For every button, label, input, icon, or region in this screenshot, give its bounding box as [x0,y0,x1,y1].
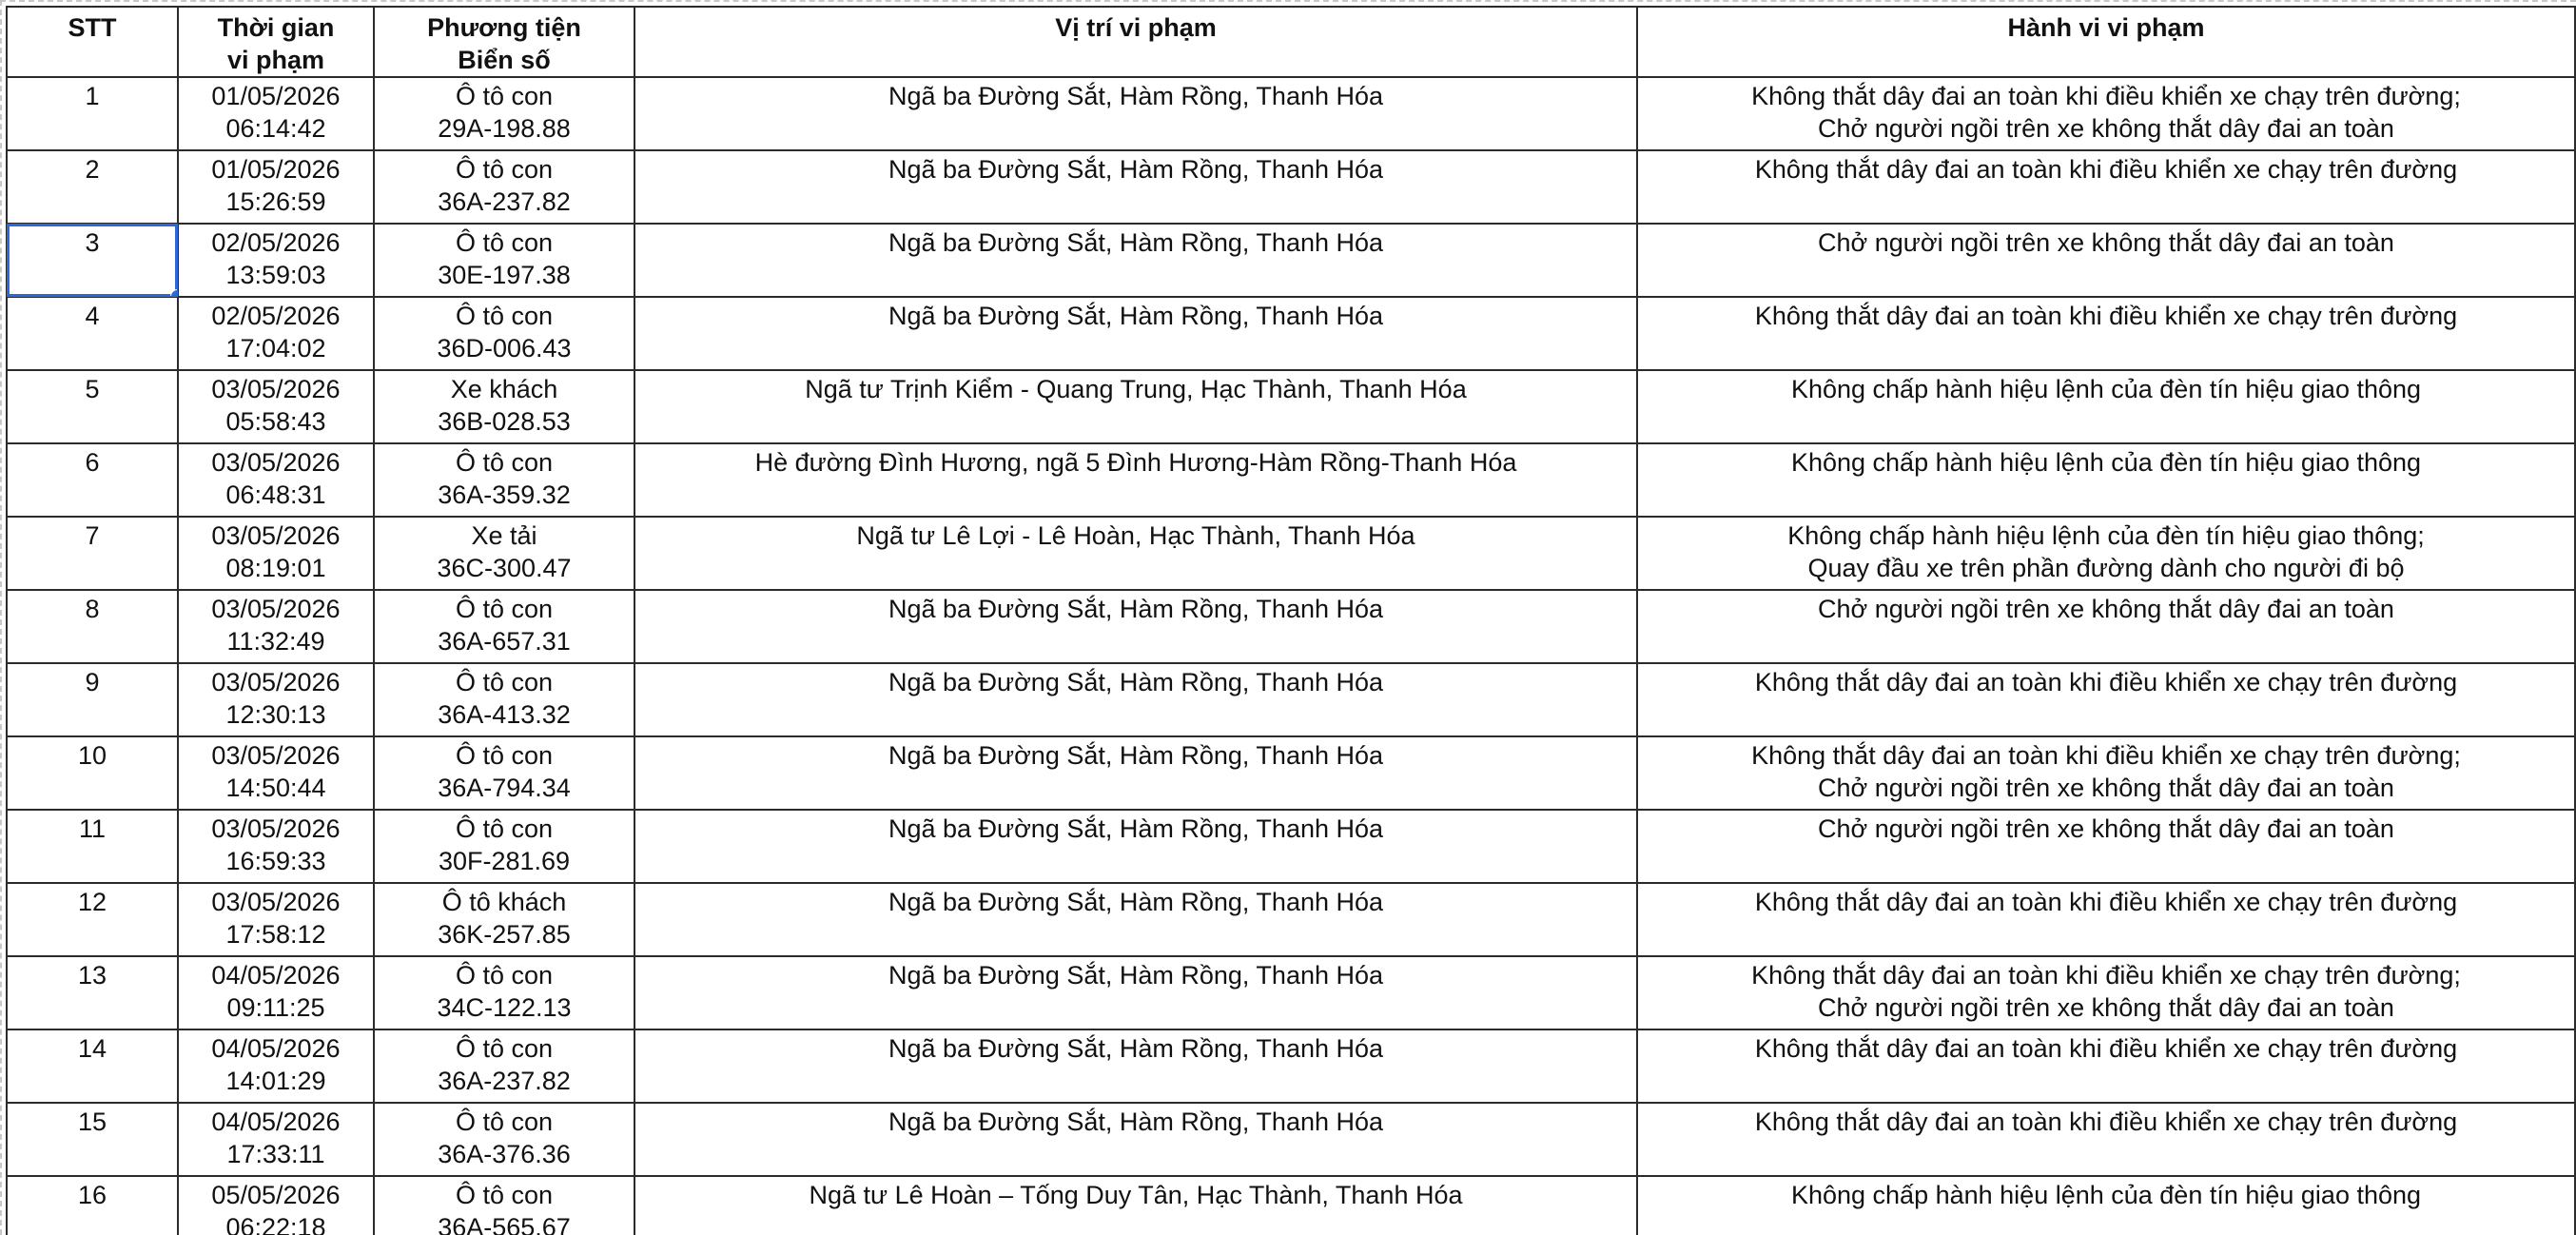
cell-violation[interactable] [1637,883,2575,956]
cell-violation[interactable] [1637,224,2575,297]
cell-stt-text: 2 [85,155,100,184]
cell-time[interactable] [178,517,374,590]
cell-vehicle-text-1: Ô tô con [455,1108,554,1136]
cell-stt-text: 8 [85,595,100,623]
cell-time-text-2: 14:01:29 [225,1067,326,1095]
cell-time-text-1: 03/05/2026 [211,448,341,477]
cell-vehicle-text-1: Ô tô con [455,1034,554,1063]
header-row [7,7,2575,77]
table-row [7,590,2575,663]
cell-vehicle[interactable] [374,1029,634,1103]
cell-time[interactable] [178,1103,374,1176]
cell-violation-text: Không chấp hành hiệu lệnh của đèn tín hiệu giao thông [1790,375,2422,403]
cell-violation-text-1: Không thắt dây đai an toàn khi điều khiển xe chạy trên đường; [1751,741,2461,770]
cell-violation-text: Không chấp hành hiệu lệnh của đèn tín hiệu giao thông [1790,1181,2422,1209]
cell-vehicle[interactable] [374,736,634,810]
cell-location[interactable] [634,443,1637,517]
cell-violation-text: Không thắt dây đai an toàn khi điều khiển xe chạy trên đường [1754,668,2458,696]
table-row [7,443,2575,517]
cell-time-text-1: 04/05/2026 [211,1034,341,1063]
cell-stt[interactable] [7,150,178,224]
cell-violation[interactable] [1637,1176,2575,1235]
cell-vehicle-text-1: Ô tô con [455,1181,554,1209]
cell-location[interactable] [634,77,1637,150]
cell-violation-text-2: Chở người ngồi trên xe không thắt dây đai an toàn [1818,993,2394,1022]
cell-vehicle-text-1: Ô tô con [455,668,554,696]
cell-vehicle-text-2: 36A-413.32 [438,700,571,729]
cell-vehicle[interactable] [374,443,634,517]
cell-time[interactable] [178,224,374,297]
cell-location-text: Ngã tư Lê Lợi - Lê Hoàn, Hạc Thành, Thanh Hóa [856,521,1415,550]
cell-violation[interactable] [1637,956,2575,1029]
cell-violation-text-1: Không chấp hành hiệu lệnh của đèn tín hiệu giao thông; [1787,521,2425,550]
cell-violation-text-2: Chở người ngồi trên xe không thắt dây đai an toàn [1818,774,2394,802]
table-row [7,736,2575,810]
cell-time-text-1: 01/05/2026 [211,155,341,184]
cell-vehicle-text-2: 30F-281.69 [438,847,571,875]
cell-stt[interactable] [7,1103,178,1176]
cell-stt[interactable] [7,810,178,883]
cell-vehicle[interactable] [374,810,634,883]
cell-vehicle[interactable] [374,517,634,590]
cell-vehicle-text-1: Ô tô con [455,961,554,990]
cell-location-text: Ngã ba Đường Sắt, Hàm Rồng, Thanh Hóa [888,302,1384,330]
header-stt[interactable] [7,7,178,77]
cell-vehicle-text-2: 36A-237.82 [438,187,571,216]
cell-location[interactable] [634,1029,1637,1103]
cell-violation-text: Không chấp hành hiệu lệnh của đèn tín hiệu giao thông [1790,448,2422,477]
cell-time[interactable] [178,1176,374,1235]
cell-vehicle[interactable] [374,297,634,370]
cell-time-text-2: 06:22:18 [225,1213,326,1235]
cell-stt[interactable] [7,1029,178,1103]
cell-vehicle-text-1: Xe tải [471,521,537,550]
cell-location[interactable] [634,956,1637,1029]
cell-time-text-2: 09:11:25 [226,993,325,1022]
cell-vehicle-text-2: 36K-257.85 [438,920,571,949]
cell-stt-text: 4 [85,302,100,330]
cell-violation-text: Chở người ngồi trên xe không thắt dây đai an toàn [1818,595,2394,623]
header-vehicle-line-1: Phương tiện [427,13,581,42]
cell-time[interactable] [178,443,374,517]
table-row [7,150,2575,224]
header-location-label: Vị trí vi phạm [1055,13,1217,42]
cell-time-text-1: 02/05/2026 [211,228,341,257]
cell-location-text: Ngã ba Đường Sắt, Hàm Rồng, Thanh Hóa [888,1108,1384,1136]
cell-vehicle-text-1: Ô tô con [455,814,554,843]
cell-time[interactable] [178,77,374,150]
cell-stt[interactable] [7,297,178,370]
header-violation[interactable] [1637,7,2575,77]
cell-vehicle[interactable] [374,883,634,956]
cell-vehicle-text-2: 30E-197.38 [438,261,571,289]
table-row [7,297,2575,370]
table-row [7,517,2575,590]
cell-location-text: Hè đường Đình Hương, ngã 5 Đình Hương-Hàm Rồng-Thanh Hóa [754,448,1517,477]
cell-violation[interactable] [1637,810,2575,883]
cell-violation[interactable] [1637,517,2575,590]
header-vehicle-line-2: Biển số [458,46,551,74]
cell-vehicle-text-2: 34C-122.13 [437,993,572,1022]
cell-location[interactable] [634,517,1637,590]
cell-location[interactable] [634,810,1637,883]
cell-vehicle-text-2: 36A-237.82 [438,1067,571,1095]
cell-vehicle-text-1: Ô tô con [455,82,554,110]
cell-stt-text: 1 [85,82,100,110]
table-row [7,1103,2575,1176]
cell-violation[interactable] [1637,443,2575,517]
cell-violation[interactable] [1637,736,2575,810]
cell-violation-text-1: Không thắt dây đai an toàn khi điều khiển xe chạy trên đường; [1751,961,2461,990]
cell-time[interactable] [178,590,374,663]
cell-vehicle-text-1: Ô tô con [455,448,554,477]
cell-vehicle-text-1: Ô tô con [455,741,554,770]
cell-stt[interactable] [7,663,178,736]
cell-vehicle-text-1: Xe khách [450,375,558,403]
cell-location[interactable] [634,297,1637,370]
cell-violation-text: Không thắt dây đai an toàn khi điều khiển xe chạy trên đường [1754,1034,2458,1063]
cell-time-text-1: 04/05/2026 [211,1108,341,1136]
cell-stt[interactable] [7,443,178,517]
cell-vehicle-text-1: Ô tô con [455,228,554,257]
cell-vehicle[interactable] [374,956,634,1029]
cell-vehicle-text-1: Ô tô con [455,155,554,184]
cell-violation[interactable] [1637,370,2575,443]
cell-violation[interactable] [1637,1103,2575,1176]
cell-stt-selected[interactable] [7,224,178,297]
table-row [7,224,2575,297]
cell-time-text-2: 16:59:33 [225,847,326,875]
cell-time-text-2: 08:19:01 [225,554,326,582]
cell-location-text: Ngã ba Đường Sắt, Hàm Rồng, Thanh Hóa [888,741,1384,770]
cell-stt[interactable] [7,1176,178,1235]
cell-stt-text: 10 [77,741,107,770]
cell-stt[interactable] [7,736,178,810]
cell-location[interactable] [634,736,1637,810]
cell-time-text-1: 04/05/2026 [211,961,341,990]
cell-vehicle-text-2: 36A-794.34 [438,774,571,802]
cell-vehicle-text-2: 29A-198.88 [438,114,571,143]
cell-stt-text: 5 [85,375,100,403]
cell-time-text-2: 14:50:44 [225,774,326,802]
cell-time-text-1: 03/05/2026 [211,595,341,623]
cell-vehicle-text-2: 36A-376.36 [438,1140,571,1168]
header-vehicle[interactable] [374,7,634,77]
cell-stt[interactable] [7,883,178,956]
table-row [7,663,2575,736]
cell-time-text-2: 17:58:12 [225,920,326,949]
table-row [7,810,2575,883]
cell-location-text: Ngã ba Đường Sắt, Hàm Rồng, Thanh Hóa [888,82,1384,110]
cell-time-text-2: 06:48:31 [225,480,326,509]
cell-vehicle-text-2: 36A-359.32 [438,480,571,509]
cell-time-text-2: 15:26:59 [225,187,326,216]
cell-violation-text-2: Chở người ngồi trên xe không thắt dây đai an toàn [1818,114,2394,143]
cell-violation[interactable] [1637,1029,2575,1103]
cell-time[interactable] [178,956,374,1029]
cell-vehicle[interactable] [374,663,634,736]
cell-time-text-2: 05:58:43 [225,407,326,436]
table-row [7,77,2575,150]
cell-location[interactable] [634,1176,1637,1235]
cell-location[interactable] [634,1103,1637,1176]
cell-location-text: Ngã ba Đường Sắt, Hàm Rồng, Thanh Hóa [888,668,1384,696]
cell-time-text-1: 03/05/2026 [211,814,341,843]
cell-time-text-2: 06:14:42 [225,114,326,143]
cell-location-text: Ngã ba Đường Sắt, Hàm Rồng, Thanh Hóa [888,961,1384,990]
cell-violation-text: Không thắt dây đai an toàn khi điều khiển xe chạy trên đường [1754,302,2458,330]
cell-violation-text: Không thắt dây đai an toàn khi điều khiển xe chạy trên đường [1754,155,2458,184]
cell-time-text-2: 17:04:02 [225,334,326,363]
cell-vehicle-text-2: 36D-006.43 [437,334,572,363]
cell-time[interactable] [178,883,374,956]
header-time-line-1: Thời gian [217,13,335,42]
cell-vehicle[interactable] [374,77,634,150]
cell-violation-text-2: Quay đầu xe trên phần đường dành cho người đi bộ [1807,554,2405,582]
cell-time-text-1: 03/05/2026 [211,741,341,770]
cell-stt[interactable] [7,956,178,1029]
cell-location-text: Ngã tư Lê Hoàn – Tống Duy Tân, Hạc Thành, Thanh Hóa [809,1181,1463,1209]
cell-stt-text: 9 [85,668,100,696]
page-boundary-top [0,0,2576,2]
violations-table [6,6,2576,1235]
cell-violation[interactable] [1637,297,2575,370]
header-violation-label: Hành vi vi phạm [2007,13,2205,42]
cell-stt[interactable] [7,517,178,590]
cell-stt[interactable] [7,77,178,150]
cell-violation-text: Không thắt dây đai an toàn khi điều khiển xe chạy trên đường [1754,888,2458,916]
cell-stt[interactable] [7,590,178,663]
cell-time-text-2: 13:59:03 [225,261,326,289]
cell-violation-text: Chở người ngồi trên xe không thắt dây đai an toàn [1818,814,2394,843]
cell-vehicle[interactable] [374,150,634,224]
page-boundary-left [0,0,2,1235]
cell-location-text: Ngã tư Trịnh Kiểm - Quang Trung, Hạc Thành, Thanh Hóa [805,375,1467,403]
table-row [7,370,2575,443]
cell-time-text-1: 03/05/2026 [211,668,341,696]
cell-violation-text: Chở người ngồi trên xe không thắt dây đai an toàn [1818,228,2394,257]
cell-time-text-1: 03/05/2026 [211,521,341,550]
header-time-line-2: vi phạm [226,46,325,74]
cell-time-text-2: 12:30:13 [225,700,326,729]
cell-time[interactable] [178,810,374,883]
cell-time[interactable] [178,736,374,810]
cell-violation[interactable] [1637,663,2575,736]
cell-time-text-2: 17:33:11 [226,1140,325,1168]
cell-vehicle[interactable] [374,1176,634,1235]
cell-vehicle-text-1: Ô tô con [455,302,554,330]
header-location[interactable] [634,7,1637,77]
cell-stt-text: 3 [85,228,100,257]
cell-time-text-1: 02/05/2026 [211,302,341,330]
table-row [7,883,2575,956]
cell-stt[interactable] [7,370,178,443]
cell-location[interactable] [634,370,1637,443]
cell-vehicle-text-2: 36A-565.67 [438,1213,571,1235]
cell-time-text-1: 03/05/2026 [211,375,341,403]
cell-vehicle[interactable] [374,370,634,443]
cell-stt-text: 15 [77,1108,107,1136]
header-stt-label: STT [68,13,117,42]
table-row [7,1176,2575,1235]
cell-vehicle[interactable] [374,590,634,663]
cell-time[interactable] [178,150,374,224]
cell-vehicle[interactable] [374,224,634,297]
cell-vehicle[interactable] [374,1103,634,1176]
cell-location[interactable] [634,224,1637,297]
table-row [7,1029,2575,1103]
cell-stt-text: 14 [77,1034,107,1063]
cell-stt-text: 11 [78,814,107,843]
cell-vehicle-text-2: 36B-028.53 [438,407,571,436]
cell-time-text-1: 05/05/2026 [211,1181,341,1209]
cell-time-text-1: 03/05/2026 [211,888,341,916]
cell-location-text: Ngã ba Đường Sắt, Hàm Rồng, Thanh Hóa [888,155,1384,184]
cell-violation[interactable] [1637,150,2575,224]
cell-time[interactable] [178,663,374,736]
header-time[interactable] [178,7,374,77]
cell-time-text-2: 11:32:49 [226,627,325,656]
cell-time[interactable] [178,1029,374,1103]
cell-location[interactable] [634,590,1637,663]
cell-vehicle-text-1: Ô tô khách [441,888,567,916]
cell-vehicle-text-2: 36A-657.31 [438,627,571,656]
table-row [7,956,2575,1029]
cell-location-text: Ngã ba Đường Sắt, Hàm Rồng, Thanh Hóa [888,228,1384,257]
cell-stt-text: 7 [85,521,100,550]
cell-time[interactable] [178,370,374,443]
fill-handle[interactable] [170,289,178,297]
cell-stt-text: 12 [77,888,107,916]
cell-time-text-1: 01/05/2026 [211,82,341,110]
cell-violation[interactable] [1637,590,2575,663]
cell-location-text: Ngã ba Đường Sắt, Hàm Rồng, Thanh Hóa [888,888,1384,916]
cell-time[interactable] [178,297,374,370]
cell-stt-text: 6 [85,448,100,477]
cell-stt-text: 13 [77,961,107,990]
cell-violation[interactable] [1637,77,2575,150]
cell-location[interactable] [634,150,1637,224]
cell-location-text: Ngã ba Đường Sắt, Hàm Rồng, Thanh Hóa [888,1034,1384,1063]
cell-location[interactable] [634,883,1637,956]
cell-location[interactable] [634,663,1637,736]
cell-location-text: Ngã ba Đường Sắt, Hàm Rồng, Thanh Hóa [888,814,1384,843]
cell-vehicle-text-2: 36C-300.47 [437,554,572,582]
cell-location-text: Ngã ba Đường Sắt, Hàm Rồng, Thanh Hóa [888,595,1384,623]
cell-vehicle-text-1: Ô tô con [455,595,554,623]
cell-stt-text: 16 [77,1181,107,1209]
cell-violation-text: Không thắt dây đai an toàn khi điều khiển xe chạy trên đường [1754,1108,2458,1136]
cell-violation-text-1: Không thắt dây đai an toàn khi điều khiển xe chạy trên đường; [1751,82,2461,110]
